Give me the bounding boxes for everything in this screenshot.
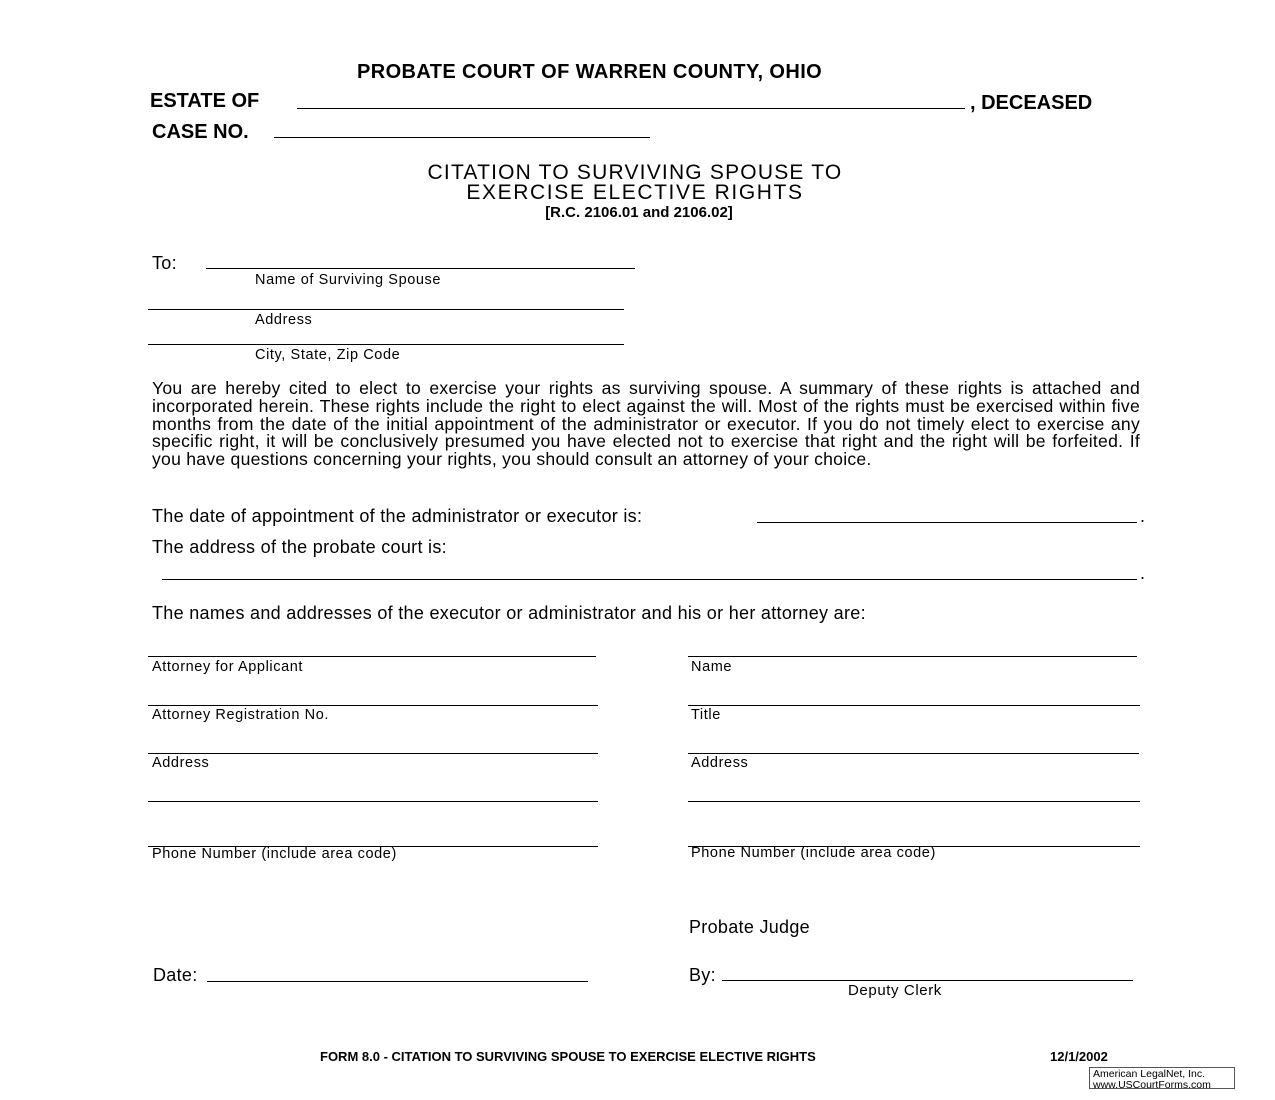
court-address-label: The address of the probate court is: — [152, 537, 447, 557]
case-no-field[interactable] — [274, 137, 650, 138]
by-label: By: — [689, 965, 716, 985]
deputy-clerk-label: Deputy Clerk — [848, 982, 942, 999]
spouse-name-label: Name of Surviving Spouse — [255, 272, 442, 288]
probate-judge-label: Probate Judge — [689, 917, 810, 937]
appointment-date-field[interactable] — [757, 522, 1137, 523]
deputy-clerk-signature-field[interactable] — [722, 980, 1133, 981]
executor-address-field[interactable] — [688, 753, 1139, 754]
names-addresses-label: The names and addresses of the executor or administrator and his or her attorney are: — [152, 603, 866, 623]
registration-field[interactable] — [148, 705, 598, 706]
attorney-address-field[interactable] — [148, 753, 598, 754]
deceased-label: , DECEASED — [970, 92, 1093, 114]
court-heading: PROBATE COURT OF WARREN COUNTY, OHIO — [357, 61, 823, 83]
publisher-name: American LegalNet, Inc. — [1093, 1068, 1206, 1080]
estate-name-field[interactable] — [297, 108, 965, 109]
attorney-address-field-2[interactable] — [148, 801, 598, 802]
executor-address-field-2[interactable] — [688, 801, 1140, 802]
form-date: 12/1/2002 — [1050, 1049, 1108, 1064]
form-footer: FORM 8.0 - CITATION TO SURVIVING SPOUSE TO EXERCISE ELECTIVE RIGHTS — [320, 1049, 816, 1064]
attorney-field[interactable] — [148, 656, 596, 657]
date-label: Date: — [153, 965, 198, 985]
spouse-city-label: City, State, Zip Code — [255, 347, 401, 363]
publisher-badge — [1089, 1067, 1235, 1089]
publisher-url: www.USCourtForms.com — [1093, 1078, 1211, 1091]
to-label: To: — [152, 253, 177, 273]
executor-phone-label: Phone Number (include area code) — [691, 845, 936, 861]
title-line-1: CITATION TO SURVIVING SPOUSE TO — [427, 161, 843, 184]
appointment-date-label: The date of appointment of the administrator or executor is: — [152, 506, 643, 526]
spouse-name-field[interactable] — [206, 268, 635, 269]
spouse-address-label: Address — [255, 312, 313, 328]
executor-address-label: Address — [691, 755, 749, 771]
spouse-address-field[interactable] — [148, 309, 624, 310]
executor-name-label: Name — [691, 659, 733, 675]
executor-name-field[interactable] — [688, 656, 1137, 657]
spouse-city-field[interactable] — [148, 344, 624, 345]
attorney-address-label: Address — [152, 755, 210, 771]
attorney-label: Attorney for Applicant — [152, 659, 304, 675]
statute-reference: [R.C. 2106.01 and 2106.02] — [545, 204, 733, 221]
title-line-2: EXERCISE ELECTIVE RIGHTS — [466, 181, 804, 204]
period: . — [1140, 506, 1146, 526]
estate-of-label: ESTATE OF — [150, 90, 260, 112]
date-field[interactable] — [207, 981, 588, 982]
executor-title-field[interactable] — [688, 705, 1140, 706]
attorney-phone-label: Phone Number (include area code) — [152, 846, 397, 862]
period: . — [1140, 563, 1146, 583]
executor-title-label: Title — [691, 707, 721, 723]
case-no-label: CASE NO. — [152, 121, 249, 143]
court-address-field[interactable] — [162, 579, 1137, 580]
registration-label: Attorney Registration No. — [152, 707, 329, 723]
citation-paragraph: You are hereby cited to elect to exercise your rights as surviving spouse. A summary of these rights is attached and incorporated herein. These rights include the right to elect against the will. Most of the rights must be exercised within five months from the date of the initial appointment of the administrator or executor. If you do not timely elect to exercise any specific right, it will be conclusively presumed you have elected not to exercise that right and the right will be forfeited. If you have questions concerning your rights, you should consult an attorney of your choice. — [152, 378, 1140, 470]
